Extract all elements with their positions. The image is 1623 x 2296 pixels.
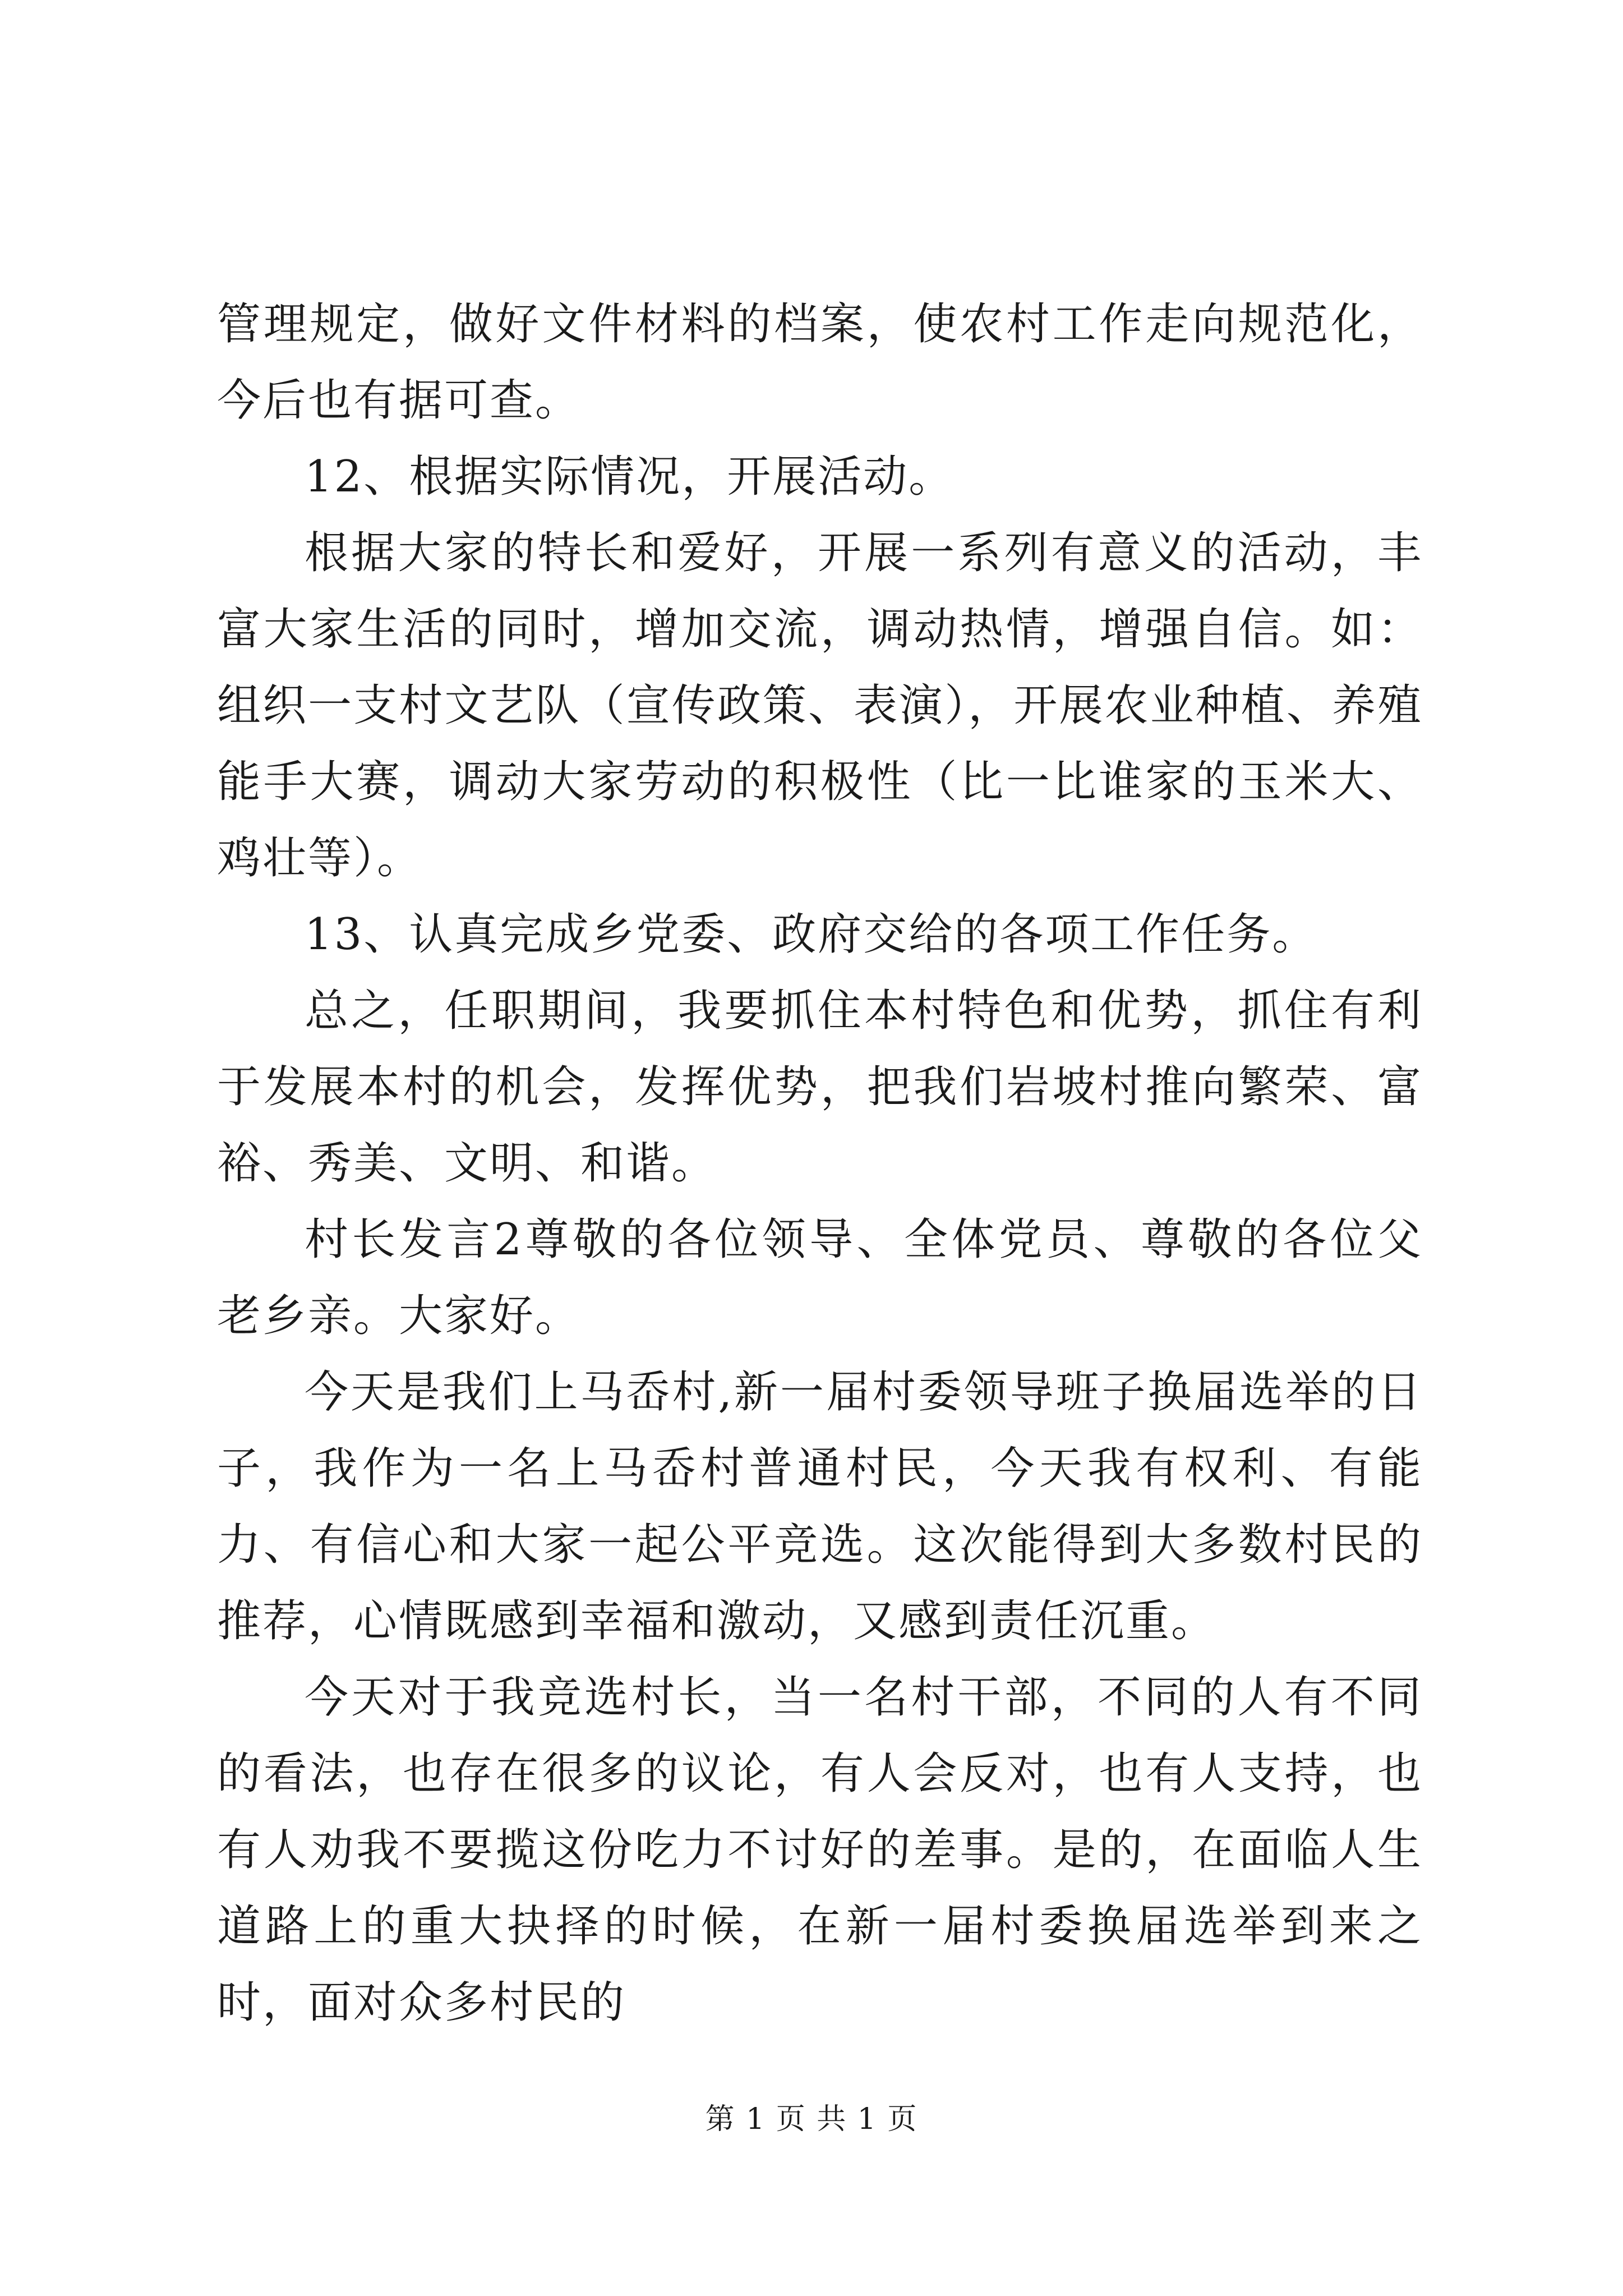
paragraph-6: 村长发言2尊敬的各位领导、全体党员、尊敬的各位父老乡亲。大家好。 [217, 1214, 1423, 1341]
paragraph-5: 总之，任职期间，我要抓住本村特色和优势，抓住有利于发展本村的机会，发挥优势，把我们岩坡村推向繁荣、富裕、秀美、文明、和谐。 [217, 986, 1423, 1189]
paragraph-4: 13、认真完成乡党委、政府交给的各项工作任务。 [305, 909, 1318, 960]
document-body [217, 286, 1423, 2041]
paragraph-8: 今天对于我竞选村长，当一名村干部，不同的人有不同的看法，也存在很多的议论，有人会反对，也有人支持，也有人劝我不要揽这份吃力不讨好的差事。是的，在面临人生道路上的重大抉择的时候，在新一届村委换届选举到来之时，面对众多村民的 [217, 1672, 1423, 2028]
paragraph-1: 管理规定，做好文件材料的档案，使农村工作走向规范化，今后也有据可查。 [217, 299, 1423, 426]
paragraph-7: 今天是我们上马岙村,新一届村委领导班子换届选举的日子，我作为一名上马岙村普通村民，今天我有权利、有能力、有信心和大家一起公平竞选。这次能得到大多数村民的推荐，心情既感到幸福和激动，又感到责任沉重。 [217, 1367, 1423, 1646]
page-footer: 第 1 页 共 1 页 [705, 2102, 918, 2136]
paragraph-3: 根据大家的特长和爱好，开展一系列有意义的活动，丰富大家生活的同时，增加交流，调动热情，增强自信。如：组织一支村文艺队（宣传政策、表演），开展农业种植、养殖能手大赛，调动大家劳动的积极性（比一比谁家的玉米大、鸡壮等）。 [217, 528, 1423, 884]
paragraph-2: 12、根据实际情况，开展活动。 [305, 452, 955, 502]
